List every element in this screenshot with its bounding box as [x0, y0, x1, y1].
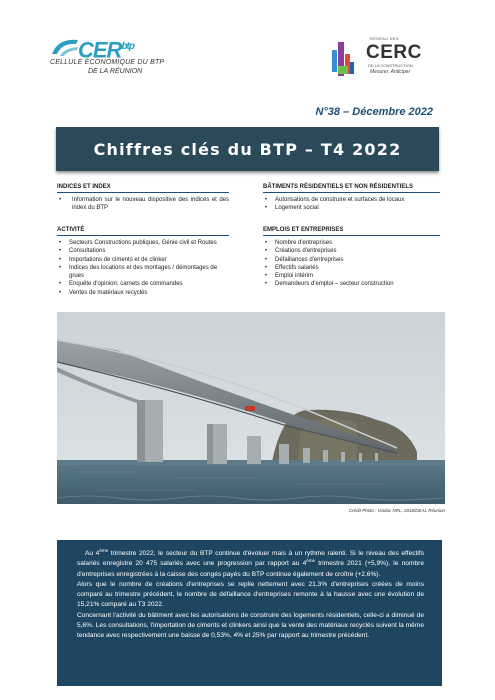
- cerc-tagline: Mesurer, Anticiper: [370, 69, 411, 75]
- ordinal-suffix: ème: [306, 558, 316, 564]
- list-item: • Enquête d'opinion: carnets de commandes: [69, 280, 229, 288]
- cerc-subline: DE LA CONSTRUCTION: [368, 63, 413, 68]
- summary-paragraph-2: Alors que le nombre de créations d'entreprises se replie nettement avec 21,3% d'entreprises créées de moins comparé au trimestre précédent, le nombre de défaillance d'entreprises remonte à la hausse avec une évolution de 15,21% comparé au T3 2022.: [77, 580, 424, 609]
- cer-swoosh-icon: [48, 36, 80, 58]
- list-item: • Demandeurs d'emploi – secteur construction: [275, 280, 440, 288]
- summary-text: Au 4: [85, 550, 100, 557]
- list-item: • Importations de ciments et de clinker: [69, 256, 229, 264]
- cer-logo-suffix: btp: [121, 41, 134, 52]
- section-batiments: [263, 184, 440, 213]
- cer-logo-text: CER: [78, 37, 122, 63]
- section-heading-batiments: BÂTIMENTS RÉSIDENTIELS ET NON RÉSIDENTIELS: [263, 184, 440, 193]
- list-item: • Logement social: [275, 204, 440, 212]
- list-item: • Effectifs salariés: [275, 264, 440, 272]
- cer-btp-logo: [48, 36, 188, 78]
- viaduct-illustration: [57, 312, 445, 504]
- list-item: • Secteurs Constructions publiques, Génie civil et Routes: [69, 239, 229, 247]
- viaduct-photo: [57, 312, 445, 504]
- list-item: • Indices des locations et des montages / démontages de grues: [69, 264, 229, 281]
- summary-box: [57, 540, 442, 686]
- summary-paragraph-1: [77, 549, 424, 580]
- page-title: Chiffres clés du BTP – T4 2022: [93, 139, 402, 159]
- section-heading-activite: ACTIVITÉ: [57, 227, 229, 236]
- list-item: • Ventes de matériaux recyclés: [69, 289, 229, 297]
- section-emplois: [263, 227, 440, 289]
- summary-text: trimestre 2022, le secteur du BTP continue d'évoluer mais à un rythme ralenti. Si le niveau des effectifs salariés enregistre 20 475 salariés avec une progression par rapport au 4: [77, 550, 424, 568]
- cerc-prefix: RÉSEAU DES: [370, 36, 399, 41]
- title-band: [56, 127, 439, 171]
- list-item: • Consultations: [69, 247, 229, 255]
- list-indices: [57, 196, 229, 213]
- list-item: • Nombre d'entreprises: [275, 239, 440, 247]
- list-item: • Créations d'entreprises: [275, 247, 440, 255]
- ordinal-suffix: ème: [99, 547, 109, 553]
- section-activite: [57, 227, 229, 297]
- photo-credit: Crédit Photo : Viaduc NRL, 2018/DEAL Réunion: [348, 508, 445, 513]
- summary-paragraph-3: Concernant l'activité du bâtiment avec les autorisations de construire des logements résidentiels, celle-ci a diminué de 5,6%. Les consultations, l'importation de ciments et clinkers ainsi que la vente des matériaux recyclés suivent la même tendance avec respectivement une baisse de 0,53%, 4% et 25% par rapport au trimestre précédent.: [77, 611, 424, 640]
- section-heading-emplois: EMPLOIS ET ENTREPRISES: [263, 227, 440, 236]
- list-item: • Autorisations de construire et surfaces de locaux: [275, 196, 440, 204]
- list-emplois: [263, 239, 440, 289]
- list-batiments: [263, 196, 440, 213]
- list-item: • Emploi intérim: [275, 272, 440, 280]
- cer-subtitle-line2: DE LA RÉUNION: [88, 68, 143, 75]
- cerc-bars-icon: [330, 36, 356, 78]
- list-activite: [57, 239, 229, 297]
- cer-subtitle-line1: CELLULE ÉCONOMIQUE DU BTP: [50, 59, 165, 66]
- list-item: • Défaillances d'entreprises: [275, 256, 440, 264]
- cerc-name: CERC: [366, 42, 422, 63]
- cerc-logo: [330, 34, 430, 80]
- issue-number: N°38 – Décembre 2022: [315, 106, 433, 118]
- section-indices: [57, 184, 229, 213]
- list-item: • Information sur le nouveau dispositive des indices et des index du BTP: [69, 196, 229, 213]
- section-heading-indices: INDICES ET INDEX: [57, 184, 229, 193]
- summary-text: trimestre 2021 (+5,9%), le nombre d'entreprises enregistrées à la caisse des congés payés du BTP continue également de croître (+2,6%).: [77, 560, 424, 578]
